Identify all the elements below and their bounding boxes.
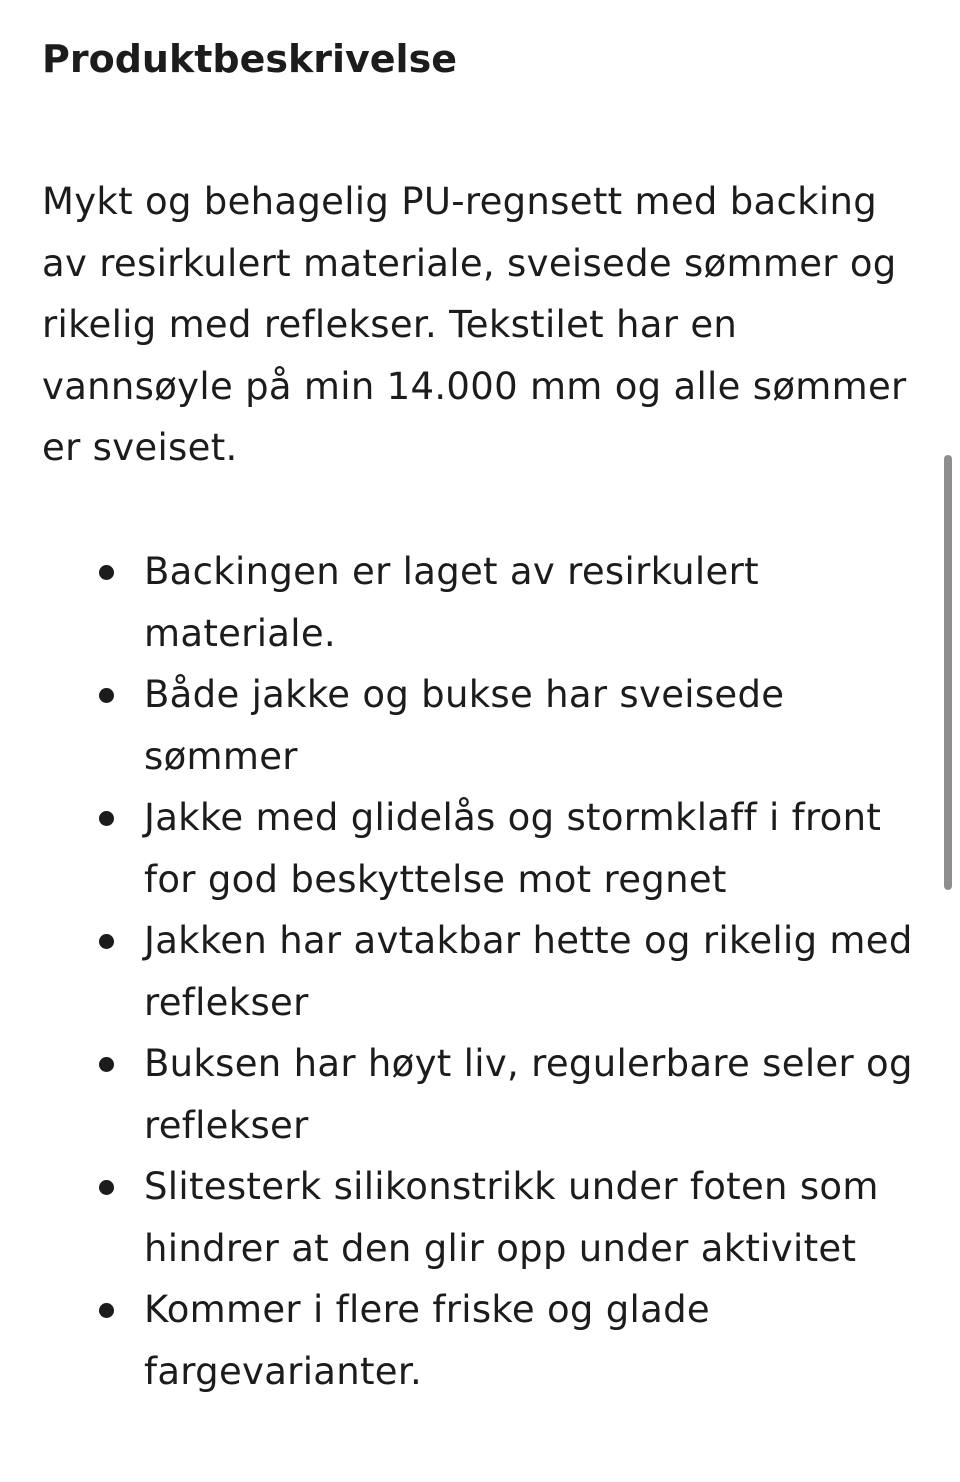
list-item — [42, 910, 922, 1033]
feature-text: Både jakke og bukse har sveisede sømmer — [144, 673, 785, 778]
feature-text: Jakke med glidelås og stormklaff i front for god beskyttelse mot regnet — [144, 796, 882, 901]
list-item — [42, 1156, 922, 1279]
section-title: Produktbeskrivelse — [42, 37, 457, 81]
bullet-icon — [99, 1180, 114, 1195]
product-description-text: Mykt og behagelig PU-regnsett med backing av resirkulert materiale, sveisede sømmer og rikelig med reflekser. Tekstilet har en vannsøyle på min 14.000 mm og alle sømmer er sveiset. — [42, 180, 907, 469]
list-item — [42, 1279, 922, 1402]
feature-text: Buksen har høyt liv, regulerbare seler og reflekser — [144, 1042, 913, 1147]
bottom-edge — [0, 1468, 960, 1482]
list-item — [42, 541, 922, 664]
feature-text: Slitesterk silikonstrikk under foten som hindrer at den glir opp under aktivitet — [144, 1165, 879, 1270]
bullet-icon — [99, 934, 114, 949]
bullet-icon — [99, 688, 114, 703]
bullet-icon — [99, 565, 114, 580]
feature-text: Jakken har avtakbar hette og rikelig med reflekser — [144, 919, 913, 1024]
scrollbar-thumb[interactable] — [944, 455, 952, 890]
bullet-icon — [99, 1057, 114, 1072]
feature-text: Backingen er laget av resirkulert materiale. — [144, 550, 759, 655]
list-item — [42, 1033, 922, 1156]
bullet-icon — [99, 1303, 114, 1318]
bullet-icon — [99, 811, 114, 826]
feature-list — [42, 541, 922, 1402]
list-item — [42, 787, 922, 910]
feature-text: Kommer i flere friske og glade fargevarianter. — [144, 1288, 710, 1393]
list-item — [42, 664, 922, 787]
